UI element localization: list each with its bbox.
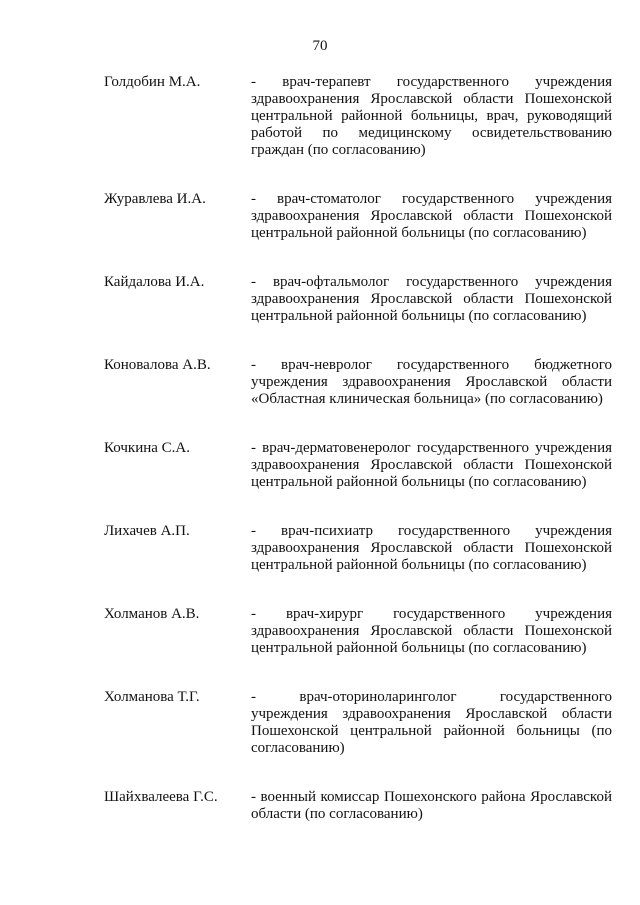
page-number: 70: [312, 38, 328, 54]
list-item: [104, 74, 612, 159]
member-description: - врач-стоматолог государственного учреждения здравоохранения Ярославской области Пошехонской центральной районной больницы (по согласованию): [251, 191, 612, 241]
list-item: [104, 689, 612, 757]
member-description: - врач-офтальмолог государственного учреждения здравоохранения Ярославской области Пошехонской центральной районной больницы (по согласованию): [251, 274, 612, 324]
member-name: Кочкина С.А.: [104, 440, 191, 456]
member-name: Голдобин М.А.: [104, 74, 201, 90]
list-item: [104, 789, 612, 823]
member-description: - врач-оториноларинголог государственного учреждения здравоохранения Ярославской области Пошехонской центральной районной больницы (по согласованию): [251, 689, 612, 756]
member-name: Кайдалова И.А.: [104, 274, 205, 290]
member-name: Коновалова А.В.: [104, 357, 211, 373]
member-description: - врач-дерматовенеролог государственного учреждения здравоохранения Ярославской области Пошехонской центральной районной больницы (по согласованию): [251, 440, 612, 490]
member-description: - врач-психиатр государственного учреждения здравоохранения Ярославской области Пошехонской центральной районной больницы (по согласованию): [251, 523, 612, 573]
list-item: [104, 191, 612, 242]
member-description: - врач-невролог государственного бюджетного учреждения здравоохранения Ярославской области «Областная клиническая больница» (по согласованию): [251, 357, 612, 407]
member-name: Журавлева И.А.: [104, 191, 206, 207]
list-item: [104, 357, 612, 408]
member-name: Холманов А.В.: [104, 606, 200, 622]
member-list: [104, 74, 612, 855]
member-name: Шайхвалеева Г.С.: [104, 789, 218, 805]
list-item: [104, 523, 612, 574]
member-name: Лихачев А.П.: [104, 523, 190, 539]
member-description: - врач-терапевт государственного учреждения здравоохранения Ярославской области Пошехонской центральной районной больницы, врач, руководящий работой по медицинскому освидетельствованию граждан (по согласованию): [251, 74, 612, 158]
list-item: [104, 606, 612, 657]
member-name: Холманова Т.Г.: [104, 689, 200, 705]
member-description: - врач-хирург государственного учреждения здравоохранения Ярославской области Пошехонской центральной районной больницы (по согласованию): [251, 606, 612, 656]
member-description: - военный комиссар Пошехонского района Ярославской области (по согласованию): [251, 789, 612, 822]
list-item: [104, 274, 612, 325]
list-item: [104, 440, 612, 491]
